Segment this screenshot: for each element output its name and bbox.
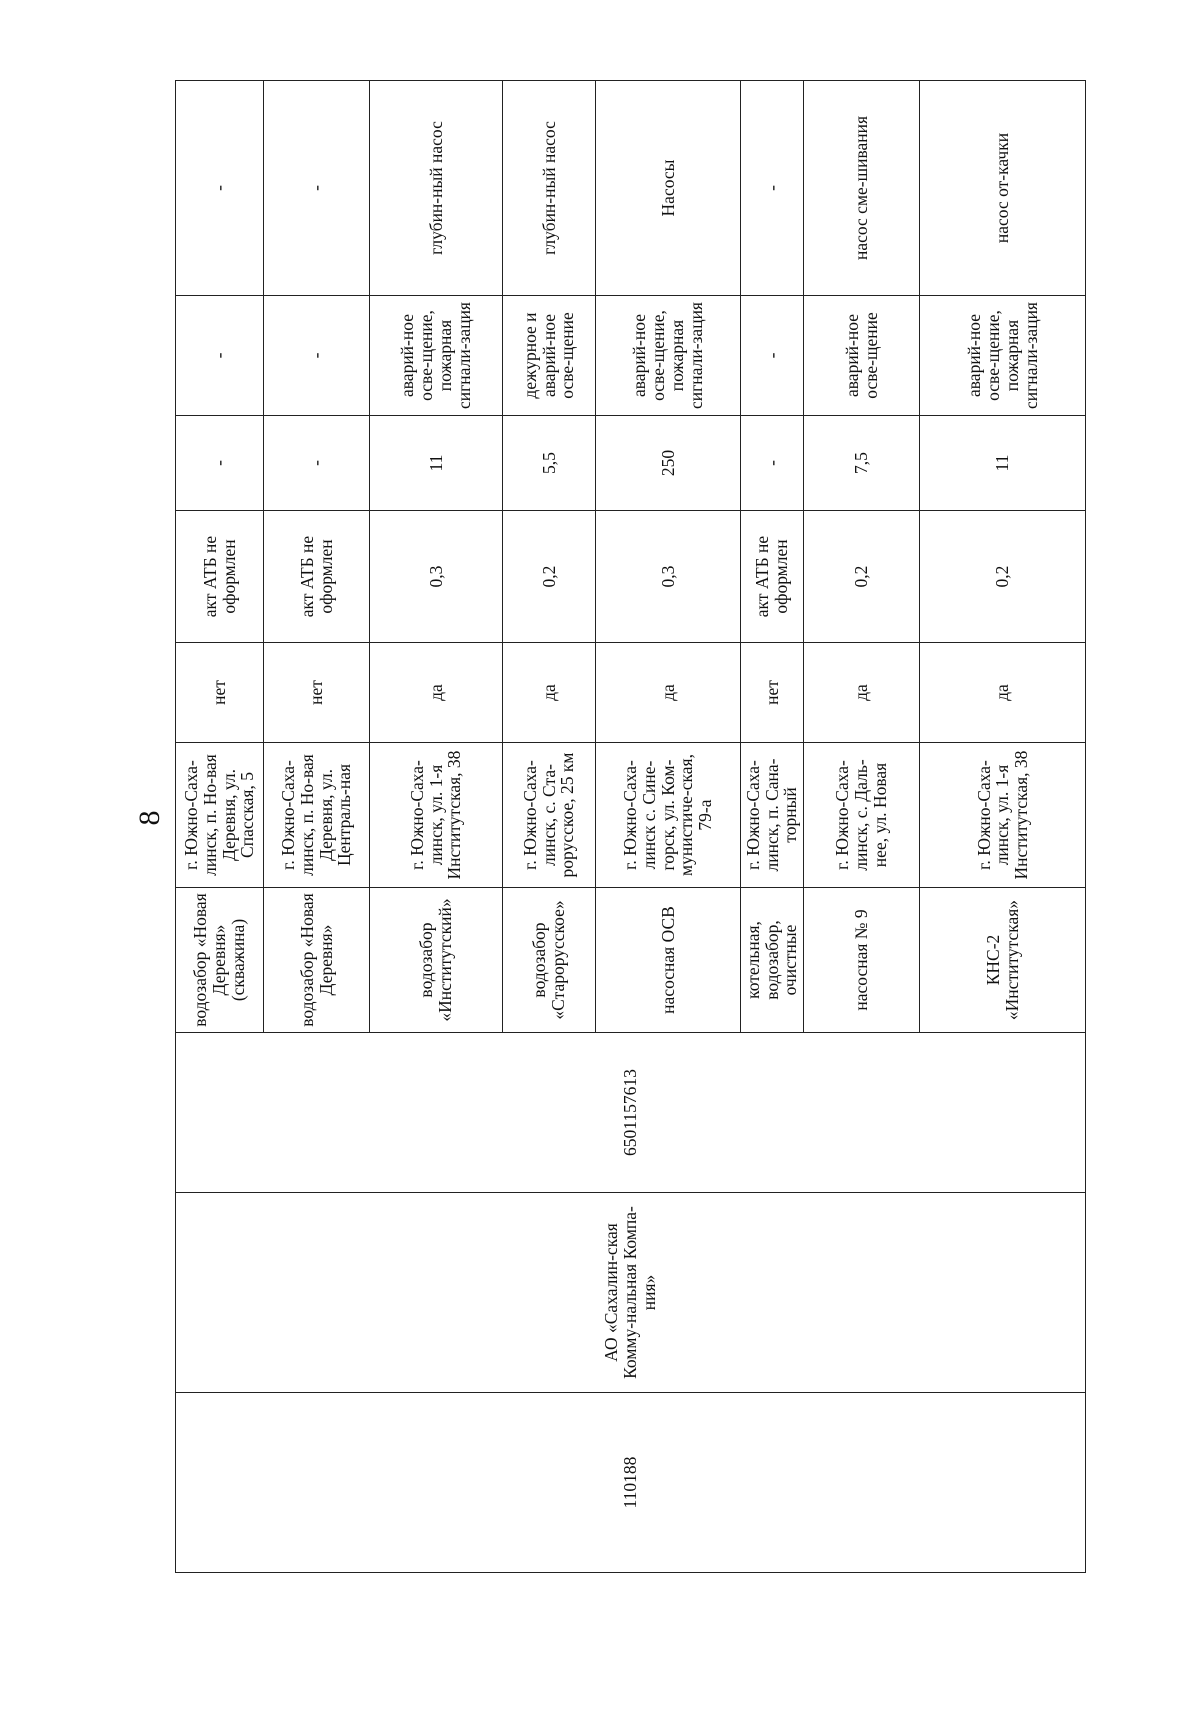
flag-cell: да <box>503 643 596 743</box>
address-cell: г. Южно-Саха-линск с. Сине-горск, ул. Ком-мунистиче-ская, 79-а <box>596 743 741 888</box>
flag-cell: да <box>596 643 741 743</box>
equipment-cell: - <box>264 81 370 296</box>
power-cell: 7,5 <box>804 416 920 511</box>
address-cell: г. Южно-Саха-линск, с. Ста-рорусское, 25 км <box>503 743 596 888</box>
address-cell: г. Южно-Саха-линск, п. Но-вая Деревня, ул. Централь-ная <box>264 743 370 888</box>
table-container <box>175 81 1039 1573</box>
equipment-cell: глубин-ный насос <box>503 81 596 296</box>
address-cell: г. Южно-Саха-линск, ул. 1-я Институтская, 38 <box>370 743 503 888</box>
equipment-cell: насос от-качки <box>920 81 1086 296</box>
category-cell: 0,2 <box>804 511 920 643</box>
category-cell: 0,2 <box>920 511 1086 643</box>
object-cell: насосная ОСВ <box>596 888 741 1033</box>
object-cell: котельная, водозабор, очистные <box>741 888 804 1033</box>
category-cell: 0,2 <box>503 511 596 643</box>
equipment-cell: насос сме-шивания <box>804 81 920 296</box>
emergency-cell: - <box>264 296 370 416</box>
emergency-cell: аварий-ное осве-щение, пожарная сигнали-зация <box>596 296 741 416</box>
address-cell: г. Южно-Саха-линск, п. Но-вая Деревня, ул. Спасская, 5 <box>176 743 264 888</box>
address-cell: г. Южно-Саха-линск, с. Даль-нее, ул. Новая <box>804 743 920 888</box>
flag-cell: да <box>804 643 920 743</box>
power-cell: 11 <box>370 416 503 511</box>
category-cell: акт АТБ не оформлен <box>176 511 264 643</box>
equipment-cell: - <box>741 81 804 296</box>
flag-cell: нет <box>741 643 804 743</box>
page-number-text: 8 <box>133 810 166 826</box>
object-cell: водозабор «Новая Деревня» (скважина) <box>176 888 264 1033</box>
data-table <box>175 80 1086 1573</box>
object-cell: водозабор «Институтский» <box>370 888 503 1033</box>
equipment-cell: Насосы <box>596 81 741 296</box>
power-cell: 250 <box>596 416 741 511</box>
emergency-cell: - <box>741 296 804 416</box>
object-cell: водозабор «Новая Деревня» <box>264 888 370 1033</box>
emergency-cell: дежурное и аварий-ное осве-щение <box>503 296 596 416</box>
equipment-cell: - <box>176 81 264 296</box>
address-cell: г. Южно-Саха-линск, ул. 1-я Институтская, 38 <box>920 743 1086 888</box>
emergency-cell: - <box>176 296 264 416</box>
equipment-cell: глубин-ный насос <box>370 81 503 296</box>
flag-cell: нет <box>176 643 264 743</box>
object-cell: КНС-2 «Институтская» <box>920 888 1086 1033</box>
emergency-cell: аварий-ное осве-щение <box>804 296 920 416</box>
company-inn-cell: 6501157613 <box>176 1033 1086 1193</box>
emergency-cell: аварий-ное осве-щение, пожарная сигнали-зация <box>920 296 1086 416</box>
emergency-cell: аварий-ное осве-щение, пожарная сигнали-зация <box>370 296 503 416</box>
company-name-cell: АО «Сахалин-ская Комму-нальная Компа-ния» <box>176 1193 1086 1393</box>
power-cell: - <box>741 416 804 511</box>
category-cell: акт АТБ не оформлен <box>264 511 370 643</box>
category-cell: 0,3 <box>370 511 503 643</box>
category-cell: 0,3 <box>596 511 741 643</box>
flag-cell: да <box>920 643 1086 743</box>
category-cell: акт АТБ не оформлен <box>741 511 804 643</box>
power-cell: 11 <box>920 416 1086 511</box>
power-cell: - <box>176 416 264 511</box>
object-cell: насосная № 9 <box>804 888 920 1033</box>
object-cell: водозабор «Старорусское» <box>503 888 596 1033</box>
flag-cell: да <box>370 643 503 743</box>
power-cell: - <box>264 416 370 511</box>
address-cell: г. Южно-Саха-линск, п. Сана-торный <box>741 743 804 888</box>
power-cell: 5,5 <box>503 416 596 511</box>
flag-cell: нет <box>264 643 370 743</box>
company-code-cell: 110188 <box>176 1393 1086 1573</box>
table-row <box>176 81 264 1573</box>
